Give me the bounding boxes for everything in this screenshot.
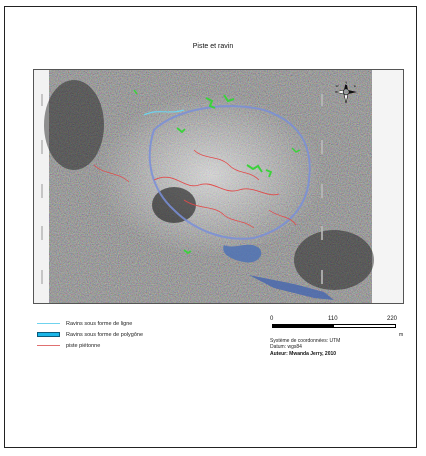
scale-unit: m (399, 332, 404, 338)
author: Auteur: Mwanda Jerry, 2010 (270, 351, 337, 357)
map-title: Piste et ravin (192, 43, 234, 50)
coordinate-info (270, 338, 340, 350)
legend-label: Ravins sous forme de ligne (66, 320, 133, 327)
legend-item-ravine-line (37, 318, 143, 329)
satellite-map[interactable] (33, 69, 404, 304)
legend (37, 318, 143, 351)
compass-w: W (335, 84, 339, 88)
compass-e: E (353, 84, 357, 88)
compass-n: N (344, 82, 348, 86)
scale-segment-light (333, 324, 396, 328)
coordinate-system: Système de coordonnées: UTM (270, 338, 341, 344)
north-arrow-icon (334, 80, 358, 104)
scale-label-220: 220 (387, 316, 398, 322)
legend-label: Ravins sous forme de polygône (66, 331, 144, 338)
foot-path-swatch (37, 345, 60, 346)
ravine-line-swatch (37, 323, 60, 324)
legend-item-ravine-polygon (37, 329, 143, 340)
scale-label-110: 110 (328, 316, 338, 322)
satellite-image (34, 70, 403, 303)
datum: Datum: wgs84 (270, 344, 302, 350)
scale-bar (270, 316, 400, 338)
scale-label-0: 0 (270, 316, 274, 322)
scale-segment-dark (272, 324, 334, 328)
legend-label: piste piétonne (66, 342, 101, 349)
legend-item-foot-path (37, 340, 143, 351)
ravine-polygon-swatch (37, 332, 60, 337)
